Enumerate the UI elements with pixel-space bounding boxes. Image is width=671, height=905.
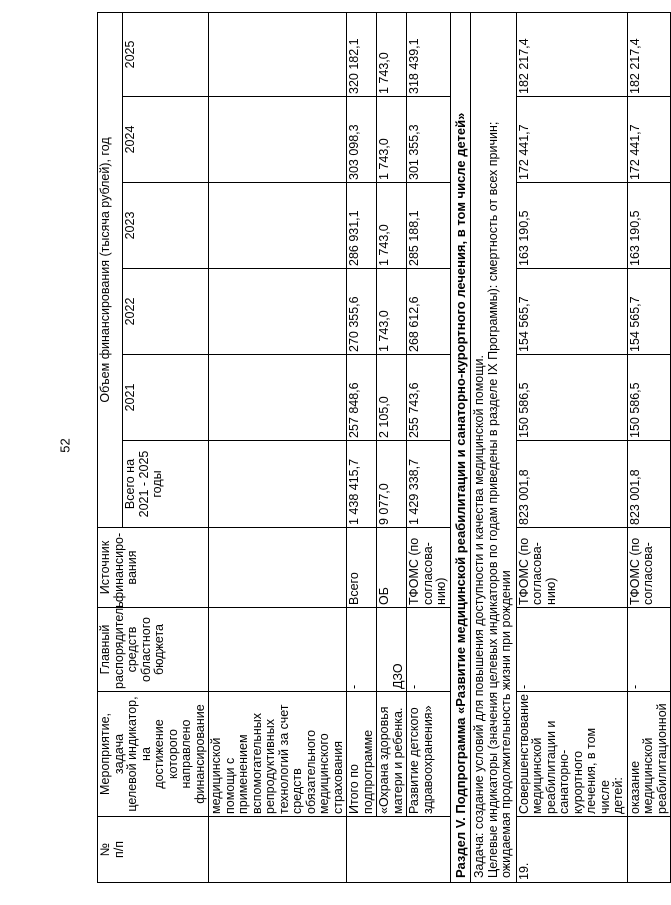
amount-cell: 823 001,8 bbox=[516, 441, 627, 528]
amount-cell: 286 931,1 bbox=[347, 183, 377, 269]
admin-cell: ДЗО bbox=[377, 608, 407, 692]
table-row bbox=[209, 12, 347, 882]
header-year: 2024 bbox=[123, 97, 209, 183]
table-row bbox=[347, 12, 377, 882]
amount-cell: 320 182,1 bbox=[347, 12, 377, 96]
header-year: 2025 bbox=[123, 12, 209, 96]
table-row bbox=[516, 12, 627, 882]
header-admin: Главный распорядитель средств областного бюджета bbox=[98, 608, 209, 692]
table-row bbox=[627, 12, 671, 882]
amount-cell: 823 001,8 bbox=[627, 441, 671, 528]
amount-cell: 257 848,6 bbox=[347, 355, 377, 441]
source-cell: ТФОМС (по согласова- нию) bbox=[407, 528, 451, 608]
admin-cell: - bbox=[516, 608, 627, 692]
event-cell: Совершенствование медицинской реабилитации и санаторно-курортного лечения, в том числе детей: bbox=[516, 692, 627, 817]
amount-cell: 268 612,6 bbox=[407, 269, 451, 355]
header-num: № п/п bbox=[98, 817, 209, 883]
amount-cell: 154 565,7 bbox=[627, 269, 671, 355]
amount-cell: 301 355,3 bbox=[407, 97, 451, 183]
amount-cell: 2 105,0 bbox=[377, 355, 407, 441]
source-cell: Всего bbox=[347, 528, 377, 608]
row-number bbox=[627, 817, 671, 883]
amount-cell: 182 217,4 bbox=[627, 12, 671, 96]
amount-cell: 1 438 415,7 bbox=[347, 441, 377, 528]
header-source: Источник финансиро- вания bbox=[98, 528, 209, 608]
amount-cell: 1 743,0 bbox=[377, 183, 407, 269]
amount-cell: 182 217,4 bbox=[516, 12, 627, 96]
amount-cell: 285 188,1 bbox=[407, 183, 451, 269]
row-number: 19. bbox=[516, 817, 627, 883]
admin-cell: - bbox=[627, 608, 671, 692]
section-title: Раздел V. Подпрограмма «Развитие медицинской реабилитации и санаторно-курортного лечения, в том числе детей» bbox=[450, 12, 471, 882]
amount-cell: 303 098,3 bbox=[347, 97, 377, 183]
header-row-1 bbox=[98, 12, 123, 882]
amount-cell: 1 429 338,7 bbox=[407, 441, 451, 528]
header-event: Мероприятие, задача целевой индикатор, на достижение которого направлено финансирование bbox=[98, 692, 209, 817]
event-cell: медицинской помощи с применением вспомогательных репродуктивных технологий за счет средств обязательного медицинского страхования bbox=[209, 692, 347, 817]
table-row bbox=[407, 12, 451, 882]
amount-cell: 9 077,0 bbox=[377, 441, 407, 528]
amount-cell: 172 441,7 bbox=[627, 97, 671, 183]
amount-cell: 150 586,5 bbox=[627, 355, 671, 441]
source-cell: ОБ bbox=[377, 528, 407, 608]
page-number: 52 bbox=[57, 438, 73, 453]
header-year: 2022 bbox=[123, 269, 209, 355]
amount-cell: 154 565,7 bbox=[516, 269, 627, 355]
event-cell: «Охрана здоровья матери и ребенка. bbox=[377, 692, 407, 817]
section-task: Задача: создание условий для повышения доступности и качества медицинской помощи. Целевые индикаторы (значения целевых индикаторов по годам приведены в разделе IX Программы): смертность от всех причин; ожидаемая продолжительность жизни при рождении bbox=[471, 12, 517, 882]
source-cell: ТФОМС (по согласова- нию) bbox=[516, 528, 627, 608]
task-row bbox=[471, 12, 517, 882]
amount-cell: 163 190,5 bbox=[627, 183, 671, 269]
financing-table bbox=[97, 12, 671, 883]
amount-cell: 163 190,5 bbox=[516, 183, 627, 269]
source-cell: ТФОМС (по согласова- bbox=[627, 528, 671, 608]
event-cell: оказание медицинской реабилитационной bbox=[627, 692, 671, 817]
amount-cell: 255 743,6 bbox=[407, 355, 451, 441]
amount-cell: 150 586,5 bbox=[516, 355, 627, 441]
header-funding-title: Объем финансирования (тысяча рублей), год bbox=[98, 12, 123, 527]
rotated-page bbox=[97, 13, 669, 883]
header-year: 2023 bbox=[123, 183, 209, 269]
admin-cell: - bbox=[347, 608, 377, 692]
header-total: Всего на 2021 - 2025 годы bbox=[123, 441, 209, 528]
amount-cell: 318 439,1 bbox=[407, 12, 451, 96]
section-row bbox=[450, 12, 471, 882]
event-cell: Итого по подпрограмме bbox=[347, 692, 377, 817]
amount-cell: 172 441,7 bbox=[516, 97, 627, 183]
amount-cell: 1 743,0 bbox=[377, 12, 407, 96]
amount-cell: 1 743,0 bbox=[377, 269, 407, 355]
event-cell: Развитие детского здравоохранения» bbox=[407, 692, 451, 817]
amount-cell: 1 743,0 bbox=[377, 97, 407, 183]
amount-cell: 270 355,6 bbox=[347, 269, 377, 355]
table-row bbox=[377, 12, 407, 882]
admin-cell: - bbox=[407, 608, 451, 692]
header-year: 2021 bbox=[123, 355, 209, 441]
